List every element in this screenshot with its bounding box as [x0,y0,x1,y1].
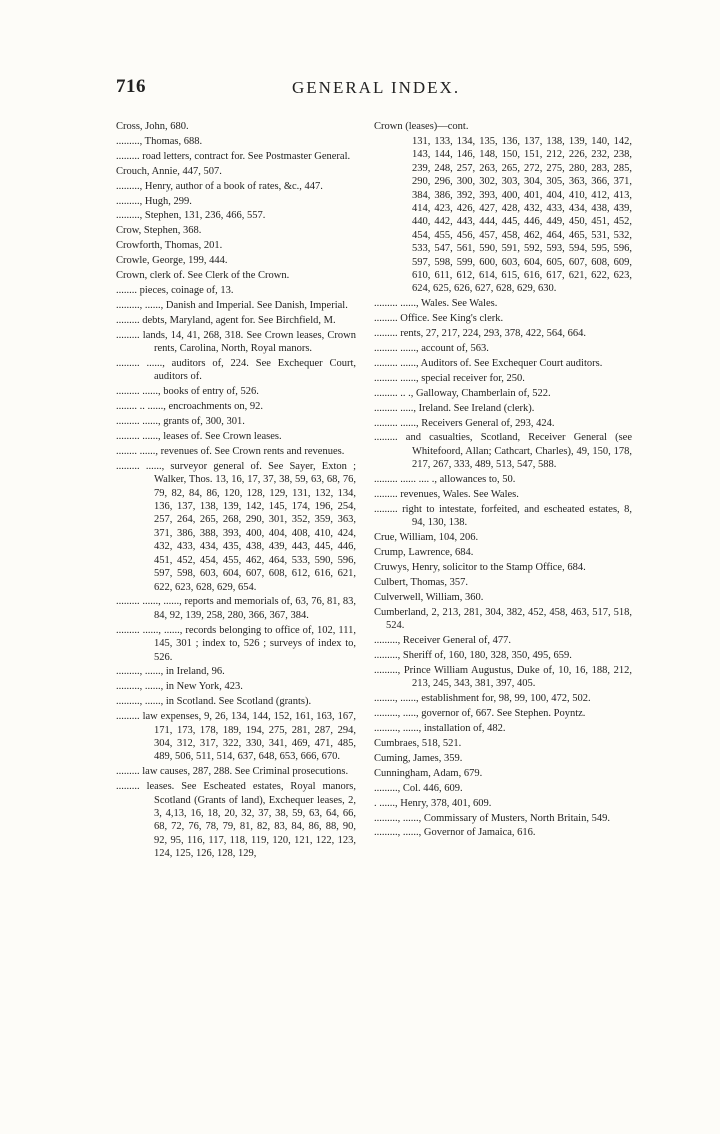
index-entry: ......... ......, leases of. See Crown leases. [116,431,282,443]
index-entry: ........., Henry, author of a book of rates, &c., 447. [116,180,323,192]
index-entry: Cruwys, Henry, solicitor to the Stamp Office, 684. [374,562,586,574]
index-entry: ......... leases. See Escheated estates, Royal manors, Scotland (Grants of land), Exchequer leases, 2, 3, 4,13, 16, 18, 20, 32, 37, 38, 59, 63, 64, 66, 68, 72, 76, 78, 79, 81, 82, 83, 84, 86, 88, 90, 92, 95, 116, 117, 118, 119, 120, 121, 122, 123, 124, 125, 126, 128, 129, [116,781,356,860]
index-entry: 131, 133, 134, 135, 136, 137, 138, 139, 140, 142, 143, 144, 146, 148, 150, 151, 212, 226, 232, 238, 239, 248, 257, 263, 265, 272, 275, 280, 283, 285, 290, 296, 300, 302, 303, 304, 305, 363, 366, 371, 384, 386, 392, 393, 400, 401, 404, 410, 412, 413, 414, 423, 426, 427, 428, 432, 433, 434, 438, 439, 440, 442, 443, 444, 445, 446, 449, 450, 451, 452, 454, 455, 456, 457, 458, 462, 464, 465, 531, 532, 533, 547, 561, 590, 591, 592, 593, 594, 595, 596, 597, 598, 599, 600, 603, 604, 605, 607, 608, 609, 610, 611, 612, 614, 615, 616, 617, 621, 622, 623, 624, 625, 626, 627, 628, 629, 630. [412,135,632,295]
index-entry: Crowforth, Thomas, 201. [116,240,223,252]
index-entry: ......... ......, surveyor general of. See Sayer, Exton ; Walker, Thos. 13, 16, 17, 37, 38, 59, 63, 68, 76, 79, 82, 84, 86, 120, 128, 129, 131, 132, 134, 136, 137, 138, 139, 142, 145, 174, 196, 254, 257, 264, 265, 268, 290, 301, 352, 359, 363, 371, 386, 388, 393, 400, 404, 408, 410, 424, 432, 433, 434, 435, 438, 439, 443, 445, 446, 451, 452, 454, 455, 462, 464, 533, 590, 596, 597, 598, 603, 604, 607, 608, 612, 616, 621, 622, 623, 628, 629, 654. [116,460,356,593]
index-entry: ........., Receiver General of, 477. [374,635,512,647]
index-entry: ......... ......, grants of, 300, 301. [116,416,245,428]
index-entry: ......... Office. See King's clerk. [374,313,504,325]
index-entry: ......... ......, Auditors of. See Exchequer Court auditors. [374,357,603,369]
index-entry: ........., ......, Commissary of Musters, North Britain, 549. [374,812,610,824]
index-entry: ........., ....., governor of, 667. See Stephen. Poyntz. [374,708,586,720]
index-entry: ........, ......, establishment for, 98, 99, 100, 472, 502. [374,693,591,705]
index-entry: ........., ......, in Ireland, 96. [116,666,225,678]
index-entry: Cunningham, Adam, 679. [374,767,483,779]
index-entry: Culverwell, William, 360. [374,591,484,603]
index-entry: Cross, John, 680. [116,121,189,132]
index-entry: ......... ....., Ireland. See Ireland (clerk). [374,402,535,414]
index-entry: ........., Thomas, 688. [116,135,203,147]
index-entry: ........., Col. 446, 609. [374,782,463,794]
index-entry: ......... ......, special receiver for, 250. [374,372,525,384]
index-entry: Culbert, Thomas, 357. [374,577,469,588]
running-title: GENERAL INDEX. [292,78,461,97]
index-entry: ......... lands, 14, 41, 268, 318. See Crown leases, Crown rents, Carolina, North, Royal manors. [116,329,356,355]
index-entry: ......... ......, ......, reports and memorials of, 63, 76, 81, 83, 84, 92, 139, 258, 280, 366, 367, 384. [116,596,356,621]
page-header [0,76,720,106]
index-entry: ......... ......, Receivers General of, 293, 424. [374,417,555,429]
index-entry: ........., ......, in New York, 423. [116,681,243,693]
index-entry: ......... ...... .... ., allowances to, 50. [374,474,516,486]
index-column-right [374,120,632,841]
index-entry: ........., ......, Danish and Imperial. See Danish, Imperial. [116,299,348,311]
index-entry: ........., Prince William Augustus, Duke of, 10, 16, 188, 212, 213, 245, 343, 381, 397, 405. [374,664,632,690]
index-entry: ......... ......, ......, records belonging to office of, 102, 111, 145, 301 ; index to, 526 ; surveys of index to, 526. [116,624,356,663]
index-entry: Crowle, George, 199, 444. [116,255,228,267]
index-entry: ........ .. ......, encroachments on, 92. [116,401,263,413]
index-entry: . ......, Henry, 378, 401, 609. [374,797,492,809]
index-entry: Crown (leases)—cont. [374,121,469,132]
index-entry: Cumberland, 2, 213, 281, 304, 382, 452, 458, 463, 517, 518, 524. [374,606,632,632]
index-entry: ........., ......, Governor of Jamaica, 616. [374,827,536,839]
index-entry: ......... law expenses, 9, 26, 134, 144, 152, 161, 163, 167, 171, 173, 178, 189, 194, 275, 281, 287, 294, 304, 312, 317, 322, 330, 341, 469, 471, 485, 489, 506, 511, 514, 637, 648, 653, 666, 670. [116,711,356,763]
index-entry: Crow, Stephen, 368. [116,225,202,237]
index-entry: ......... ......, Wales. See Wales. [374,298,498,310]
index-entry: Crue, William, 104, 206. [374,532,479,544]
index-entry: ......... revenues, Wales. See Wales. [374,489,519,501]
index-entry: ........., Hugh, 299. [116,195,192,207]
index-entry: ......... ......, auditors of, 224. See Exchequer Court, auditors of. [116,358,356,383]
index-entry: Crump, Lawrence, 684. [374,547,474,559]
index-entry: ........ ......, revenues of. See Crown rents and revenues. [116,445,345,457]
index-entry: ......... road letters, contract for. See Postmaster General. [116,150,351,162]
index-entry: ......... .. ., Galloway, Chamberlain of, 522. [374,387,551,399]
index-entry: ......... law causes, 287, 288. See Criminal prosecutions. [116,766,349,778]
index-entry: ......... right to intestate, forfeited, and escheated estates, 8, 94, 130, 138. [374,503,632,529]
index-entry: ......... and casualties, Scotland, Receiver General (see Whitefoord, Allan; Cathcart, Charles), 49, 150, 178, 217, 267, 333, 489, 513, 547, 588. [374,432,632,471]
index-column-left [116,120,356,862]
index-entry: Crown, clerk of. See Clerk of the Crown. [116,270,290,282]
index-entry: ......... rents, 27, 217, 224, 293, 378, 422, 564, 664. [374,328,587,340]
index-entry: ........., ......, installation of, 482. [374,723,506,735]
index-entry: ......... debts, Maryland, agent for. See Birchfield, M. [116,314,336,326]
index-entry: ........., Sheriff of, 160, 180, 328, 350, 495, 659. [374,650,572,662]
index-entry: Crouch, Annie, 447, 507. [116,165,222,177]
index-entry: ........., Stephen, 131, 236, 466, 557. [116,210,266,222]
index-entry: ........ pieces, coinage of, 13. [116,284,234,296]
index-entry: Cumbraes, 518, 521. [374,737,462,749]
page-number: 716 [116,76,146,97]
index-entry: ......... ......, account of, 563. [374,343,489,354]
index-entry: ......... ......, books of entry of, 526. [116,386,259,398]
index-entry: Cuming, James, 359. [374,752,463,764]
index-entry: ........., ......, in Scotland. See Scotland (grants). [116,696,312,708]
